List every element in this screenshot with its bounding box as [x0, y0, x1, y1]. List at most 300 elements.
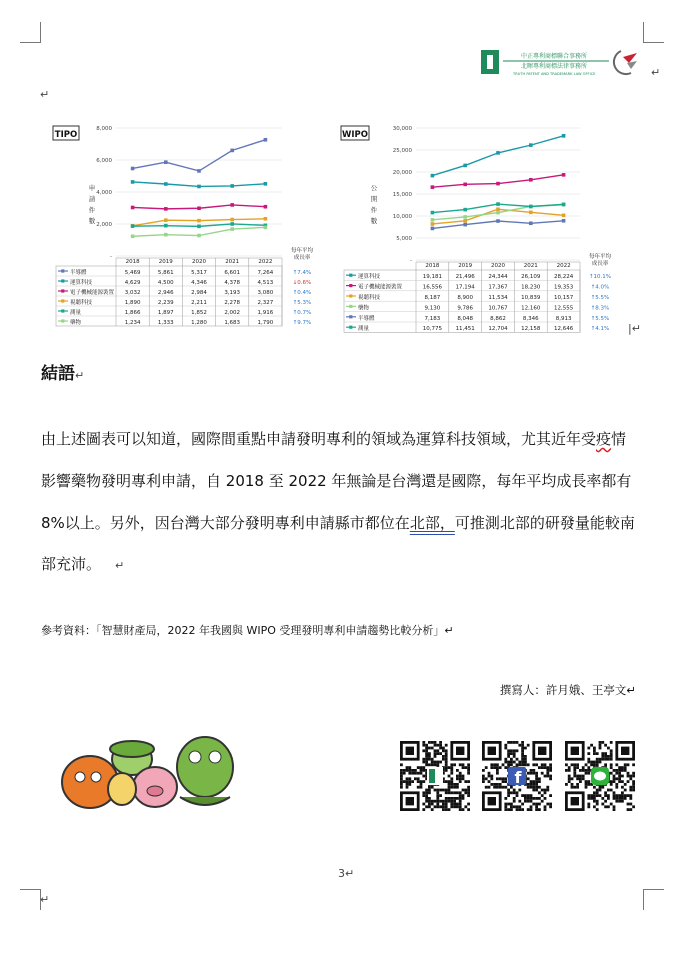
y-axis-label-char: 請	[88, 195, 96, 203]
qr-module	[629, 789, 632, 792]
qr-module	[462, 789, 465, 792]
data-point	[529, 211, 533, 215]
growth-rate: ↑9.7%	[292, 319, 312, 326]
qr-module	[549, 805, 552, 808]
qr-module	[596, 803, 599, 806]
qr-module	[624, 763, 627, 766]
qr-module	[445, 761, 448, 764]
qr-module	[527, 797, 530, 800]
table-cell-value: 3,193	[224, 289, 241, 296]
qr-module	[456, 805, 459, 808]
qr-module	[604, 805, 607, 808]
qr-module	[546, 789, 549, 792]
qr-module	[599, 789, 602, 792]
qr-module	[422, 791, 425, 794]
qr-module	[422, 794, 425, 797]
qr-module	[615, 797, 618, 800]
qr-module	[442, 789, 445, 792]
qr-module	[450, 780, 453, 783]
series-name: 藥物	[70, 319, 82, 326]
qr-module	[601, 803, 604, 806]
y-tick-label: -	[110, 254, 112, 260]
qr-module	[467, 763, 470, 766]
data-point	[230, 218, 234, 222]
table-cell-value: 1,280	[191, 319, 207, 326]
qr-module	[527, 772, 530, 775]
qr-module	[596, 791, 599, 794]
qr-module	[604, 763, 607, 766]
qr-module	[510, 752, 513, 755]
qr-module	[510, 758, 513, 761]
qr-module	[613, 794, 616, 797]
qr-module	[411, 772, 414, 775]
qr-finder	[571, 797, 579, 805]
qr-module	[414, 777, 417, 780]
qr-module	[516, 758, 519, 761]
qr-module	[507, 755, 510, 758]
growth-header: 成長率	[591, 261, 609, 267]
series-name: 視聽科技	[358, 295, 381, 301]
qr-module	[524, 794, 527, 797]
data-point	[131, 180, 135, 184]
qr-module	[624, 797, 627, 800]
qr-module	[632, 775, 635, 778]
qr-module	[448, 791, 451, 794]
table-cell-value: 16,556	[422, 284, 443, 291]
qr-module	[428, 752, 431, 755]
qr-module	[521, 794, 524, 797]
qr-module	[445, 780, 448, 783]
qr-module	[587, 783, 590, 786]
qr-module	[439, 789, 442, 792]
growth-rate: ↑4.1%	[590, 326, 610, 333]
qr-module	[428, 747, 431, 750]
qr-finder	[488, 747, 496, 755]
qr-module	[425, 800, 428, 803]
qr-module	[541, 794, 544, 797]
qr-module	[535, 797, 538, 800]
data-point	[264, 138, 268, 142]
qr-module	[524, 755, 527, 758]
qr-module	[436, 791, 439, 794]
qr-module	[459, 800, 462, 803]
qr-module	[587, 769, 590, 772]
qr-module	[613, 780, 616, 783]
qr-module	[627, 775, 630, 778]
qr-module	[434, 763, 437, 766]
table-cell-value: 1,897	[157, 309, 174, 316]
qr-module	[601, 786, 604, 789]
table-cell-value: 2,211	[191, 299, 207, 306]
data-point	[463, 183, 467, 187]
qr-module	[425, 789, 428, 792]
qr-module	[504, 777, 507, 780]
qr-module	[436, 752, 439, 755]
qr-module	[524, 758, 527, 761]
qr-module	[610, 780, 613, 783]
table-cell-value: 10,839	[521, 295, 541, 301]
data-point	[496, 219, 500, 223]
qr-module	[510, 791, 513, 794]
qr-module	[422, 803, 425, 806]
data-point	[463, 219, 467, 223]
qr-module	[576, 775, 579, 778]
qr-module	[535, 772, 538, 775]
year-header: 2022	[258, 259, 273, 265]
qr-module	[521, 803, 524, 806]
growth-rate: ↑5.5%	[590, 315, 610, 322]
qr-module	[422, 749, 425, 752]
qr-module	[450, 803, 453, 806]
qr-module	[431, 800, 434, 803]
table-cell-value: 1,790	[257, 319, 274, 326]
qr-module	[593, 749, 596, 752]
data-point	[131, 224, 135, 228]
legend-marker	[349, 326, 352, 329]
growth-rate: ↑5.5%	[590, 295, 610, 301]
qr-module	[568, 780, 571, 783]
qr-module	[538, 808, 541, 811]
logo-name-en: TRUTH PATENT AND TRADEMARK LAW OFFICE	[513, 72, 596, 76]
text-cursor-mark: |↵	[628, 322, 641, 335]
qr-module	[568, 766, 571, 769]
qr-module	[456, 783, 459, 786]
qr-module	[439, 805, 442, 808]
data-point	[230, 184, 234, 188]
qr-module	[422, 780, 425, 783]
qr-module	[538, 786, 541, 789]
y-axis-label-char: 申	[88, 184, 96, 192]
qr-module	[532, 769, 535, 772]
table-cell-value: 5,469	[124, 269, 141, 276]
chart-label: WIPO	[342, 130, 368, 140]
qr-module	[527, 783, 530, 786]
qr-module	[530, 794, 533, 797]
qr-module	[459, 791, 462, 794]
qr-module	[590, 744, 593, 747]
qr-module	[538, 803, 541, 806]
qr-module	[428, 763, 431, 766]
qr-code-website[interactable]	[400, 741, 470, 811]
qr-module	[490, 777, 493, 780]
qr-module	[632, 772, 635, 775]
qr-module	[499, 783, 502, 786]
qr-module	[613, 777, 616, 780]
qr-module	[482, 780, 485, 783]
data-point	[562, 173, 566, 177]
qr-module	[549, 769, 552, 772]
y-tick-label: 6,000	[96, 158, 112, 164]
y-tick-label: 10,000	[392, 214, 412, 220]
qr-module	[632, 789, 635, 792]
qr-code-facebook[interactable]	[482, 741, 552, 811]
qr-module	[502, 786, 505, 789]
data-point	[431, 174, 435, 178]
qr-module	[601, 758, 604, 761]
qr-module	[629, 797, 632, 800]
qr-module	[541, 766, 544, 769]
qr-module	[450, 786, 453, 789]
qr-module	[596, 808, 599, 811]
qr-module	[613, 791, 616, 794]
legend-marker	[349, 315, 352, 318]
qr-module	[544, 805, 547, 808]
qr-module	[467, 786, 470, 789]
qr-module	[450, 777, 453, 780]
qr-module	[527, 794, 530, 797]
qr-module	[518, 763, 521, 766]
qr-module	[546, 786, 549, 789]
qr-module	[582, 777, 585, 780]
data-point	[164, 224, 168, 228]
data-point	[562, 219, 566, 223]
qr-module	[431, 761, 434, 764]
table-cell-value: 2,984	[191, 289, 207, 296]
series-name: 測量	[358, 326, 370, 333]
table-cell-value: 5,317	[191, 269, 207, 276]
qr-module	[590, 794, 593, 797]
qr-module	[439, 761, 442, 764]
qr-module	[420, 772, 423, 775]
qr-module	[571, 777, 574, 780]
qr-module	[615, 786, 618, 789]
qr-module	[493, 766, 496, 769]
qr-module	[414, 769, 417, 772]
qr-module	[456, 803, 459, 806]
qr-module	[544, 791, 547, 794]
qr-module	[587, 805, 590, 808]
qr-module	[428, 791, 431, 794]
qr-module	[459, 780, 462, 783]
qr-module	[604, 800, 607, 803]
qr-module	[490, 775, 493, 778]
data-point	[562, 214, 566, 218]
table-cell-value: 17,194	[455, 284, 475, 291]
qr-module	[576, 763, 579, 766]
qr-module	[417, 766, 420, 769]
qr-module	[434, 741, 437, 744]
qr-module	[462, 763, 465, 766]
qr-module	[535, 808, 538, 811]
qr-module	[535, 763, 538, 766]
qr-module	[499, 766, 502, 769]
qr-module	[516, 749, 519, 752]
y-axis-label-char: 開	[370, 195, 378, 203]
qr-module	[615, 769, 618, 772]
qr-finder	[456, 747, 464, 755]
qr-module	[571, 786, 574, 789]
qr-module	[507, 749, 510, 752]
qr-module	[428, 789, 431, 792]
table-cell-value: 18,230	[521, 284, 541, 291]
qr-module	[408, 766, 411, 769]
qr-module	[445, 797, 448, 800]
qr-module	[599, 747, 602, 750]
qr-module	[408, 780, 411, 783]
table-cell-value: 12,704	[488, 326, 508, 333]
qr-module	[428, 758, 431, 761]
qr-module	[615, 794, 618, 797]
qr-module	[510, 749, 513, 752]
data-point	[131, 167, 135, 171]
data-point	[562, 203, 566, 207]
qr-module	[518, 761, 521, 764]
qr-module	[549, 777, 552, 780]
qr-module	[464, 805, 467, 808]
paragraph-line-1: 由上述圖表可以知道，國際間重點申請發明專利的領域為運算科技領域，尤其近年受疫情	[41, 430, 627, 448]
qr-module	[532, 783, 535, 786]
table-cell-value: 2,946	[157, 289, 174, 296]
qr-module	[629, 794, 632, 797]
data-point	[197, 185, 201, 189]
qr-module	[496, 777, 499, 780]
qr-module	[535, 803, 538, 806]
qr-module	[613, 775, 616, 778]
qr-module	[544, 775, 547, 778]
qr-module	[521, 752, 524, 755]
site-logo-icon	[429, 769, 435, 783]
qr-module	[448, 789, 451, 792]
data-point	[197, 225, 201, 229]
qr-module	[411, 780, 414, 783]
qr-module	[428, 755, 431, 758]
table-cell-value: 11,451	[455, 326, 475, 333]
qr-module	[535, 780, 538, 783]
qr-module	[576, 786, 579, 789]
qr-module	[436, 763, 439, 766]
table-cell-value: 8,346	[522, 315, 539, 322]
qr-module	[624, 783, 627, 786]
qr-module	[513, 749, 516, 752]
qr-module	[530, 772, 533, 775]
qr-module	[610, 758, 613, 761]
qr-module	[590, 797, 593, 800]
qr-module	[516, 808, 519, 811]
qr-module	[406, 786, 409, 789]
year-header: 2019	[158, 259, 173, 265]
qr-module	[573, 772, 576, 775]
qr-module	[485, 766, 488, 769]
qr-module	[621, 800, 624, 803]
growth-rate: ↑0.4%	[292, 289, 312, 296]
qr-module	[535, 805, 538, 808]
table-cell-value: 9,130	[424, 305, 441, 312]
qr-module	[434, 805, 437, 808]
qr-code-line[interactable]	[565, 741, 635, 811]
qr-module	[431, 786, 434, 789]
qr-module	[632, 763, 635, 766]
qr-module	[568, 777, 571, 780]
qr-module	[485, 786, 488, 789]
qr-module	[518, 808, 521, 811]
qr-module	[462, 797, 465, 800]
qr-module	[420, 766, 423, 769]
qr-module	[610, 772, 613, 775]
qr-module	[627, 763, 630, 766]
qr-module	[400, 777, 403, 780]
qr-module	[549, 794, 552, 797]
qr-module	[521, 744, 524, 747]
qr-module	[445, 789, 448, 792]
qr-module	[453, 797, 456, 800]
qr-module	[507, 808, 510, 811]
chart-label: TIPO	[54, 130, 78, 140]
data-point	[164, 182, 168, 186]
qr-module	[532, 803, 535, 806]
qr-module	[513, 791, 516, 794]
table-cell-value: 1,234	[124, 319, 141, 326]
qr-module	[445, 752, 448, 755]
qr-module	[490, 766, 493, 769]
qr-module	[596, 800, 599, 803]
qr-module	[596, 758, 599, 761]
data-point	[164, 233, 168, 237]
qr-module	[510, 741, 513, 744]
qr-module	[521, 749, 524, 752]
qr-module	[504, 797, 507, 800]
legend-marker	[349, 284, 352, 287]
qr-module	[593, 761, 596, 764]
qr-module	[445, 808, 448, 811]
qr-module	[459, 797, 462, 800]
qr-module	[496, 769, 499, 772]
qr-module	[488, 780, 491, 783]
qr-module	[573, 786, 576, 789]
qr-module	[521, 763, 524, 766]
qr-module	[621, 769, 624, 772]
qr-module	[496, 772, 499, 775]
qr-module	[510, 808, 513, 811]
qr-module	[467, 769, 470, 772]
qr-module	[530, 808, 533, 811]
grammar-marked-text: 北部，	[409, 514, 455, 532]
qr-module	[604, 794, 607, 797]
qr-module	[587, 766, 590, 769]
qr-module	[400, 772, 403, 775]
qr-module	[604, 752, 607, 755]
data-point	[431, 211, 435, 215]
qr-module	[629, 786, 632, 789]
qr-module	[436, 744, 439, 747]
qr-finder	[621, 747, 629, 755]
qr-module	[627, 772, 630, 775]
qr-module	[459, 777, 462, 780]
qr-module	[549, 775, 552, 778]
growth-header: 每年平均	[290, 248, 314, 254]
y-tick-label: 20,000	[392, 170, 412, 176]
qr-module	[453, 786, 456, 789]
qr-module	[434, 761, 437, 764]
y-tick-label: 2,000	[96, 222, 112, 228]
qr-module	[546, 766, 549, 769]
qr-module	[431, 808, 434, 811]
paragraph-mark: ↵	[651, 66, 661, 79]
paragraph-line-3: 8%以上。另外，因台灣大部分發明專利申請縣市都位在北部，可推測北部的研發量能較南	[41, 514, 635, 532]
qr-module	[527, 786, 530, 789]
data-point	[230, 203, 234, 207]
qr-module	[496, 786, 499, 789]
qr-module	[439, 747, 442, 750]
qr-module	[590, 763, 593, 766]
y-tick-label: 4,000	[96, 190, 112, 196]
qr-module	[565, 783, 568, 786]
qr-module	[565, 763, 568, 766]
qr-module	[524, 761, 527, 764]
qr-module	[422, 744, 425, 747]
qr-module	[439, 741, 442, 744]
qr-module	[436, 800, 439, 803]
qr-module	[576, 783, 579, 786]
